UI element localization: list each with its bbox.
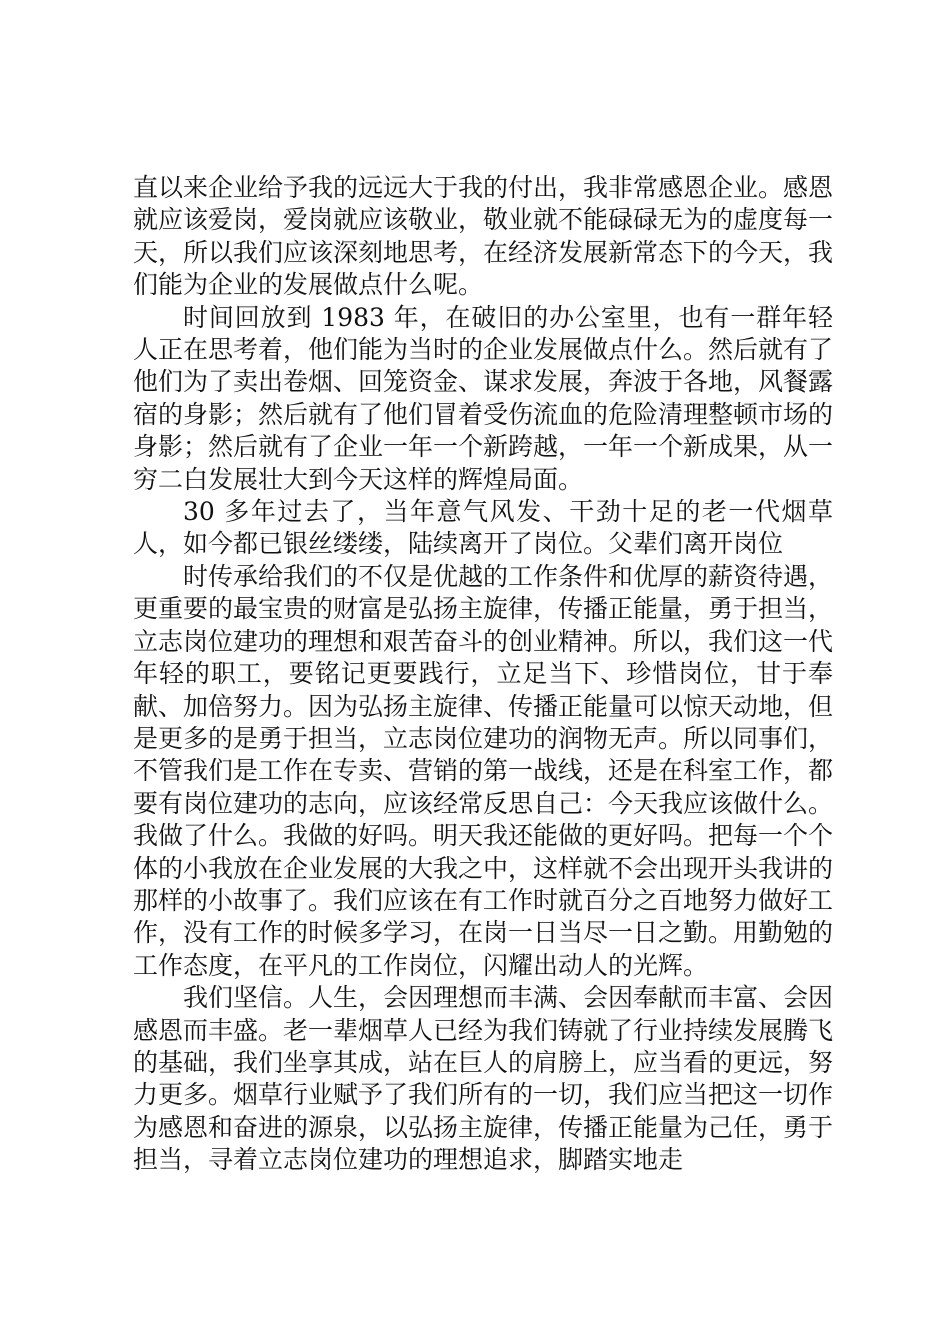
paragraph-5: 我们坚信。人生，会因理想而丰满、会因奉献而丰富、会因感恩而丰盛。老一辈烟草人已经为我们铸就了行业持续发展腾飞的基础，我们坐享其成，站在巨人的肩膀上，应当看的更远，努力更多。烟草行业赋予了我们所有的一切，我们应当把这一切作为感恩和奋进的源泉，以弘扬主旋律，传播正能量为己任，勇于担当，寻着立志岗位建功的理想追求，脚踏实地走 xyxy=(133,983,834,1175)
document-body xyxy=(133,172,833,1177)
paragraph-1: 直以来企业给予我的远远大于我的付出，我非常感恩企业。感恩就应该爱岗，爱岗就应该敬业，敬业就不能碌碌无为的虚度每一天，所以我们应该深刻地思考，在经济发展新常态下的今天，我们能为企业的发展做点什么呢。 xyxy=(133,173,834,300)
paragraph-4: 时传承给我们的不仅是优越的工作条件和优厚的薪资待遇，更重要的最宝贵的财富是弘扬主旋律，传播正能量，勇于担当，立志岗位建功的理想和艰苦奋斗的创业精神。所以，我们这一代年轻的职工，要铭记更要践行，立足当下、珍惜岗位，甘于奉献、加倍努力。因为弘扬主旋律、传播正能量可以惊天动地，但是更多的是勇于担当，立志岗位建功的润物无声。所以同事们，不管我们是工作在专卖、营销的第一战线，还是在科室工作，都要有岗位建功的志向，应该经常反思自己：今天我应该做什么。我做了什么。我做的好吗。明天我还能做的更好吗。把每一个个体的小我放在企业发展的大我之中，这样就不会出现开头我讲的那样的小故事了。我们应该在有工作时就百分之百地努力做好工作，没有工作的时候多学习，在岗一日当尽一日之勤。用勤勉的工作态度，在平凡的工作岗位，闪耀出动人的光辉。 xyxy=(133,561,834,980)
paragraph-2: 时间回放到 1983 年，在破旧的办公室里，也有一群年轻人正在思考着，他们能为当时的企业发展做点什么。然后就有了他们为了卖出卷烟、回笼资金、谋求发展，奔波于各地，风餐露宿的身影；然后就有了他们冒着受伤流血的危险清理整顿市场的身影；然后就有了企业一年一个新跨越，一年一个新成果，从一穷二白发展壮大到今天这样的辉煌局面。 xyxy=(133,302,834,494)
paragraph-3: 30 多年过去了，当年意气风发、干劲十足的老一代烟草人，如今都已银丝缕缕，陆续离开了岗位。父辈们离开岗位 xyxy=(133,497,833,559)
